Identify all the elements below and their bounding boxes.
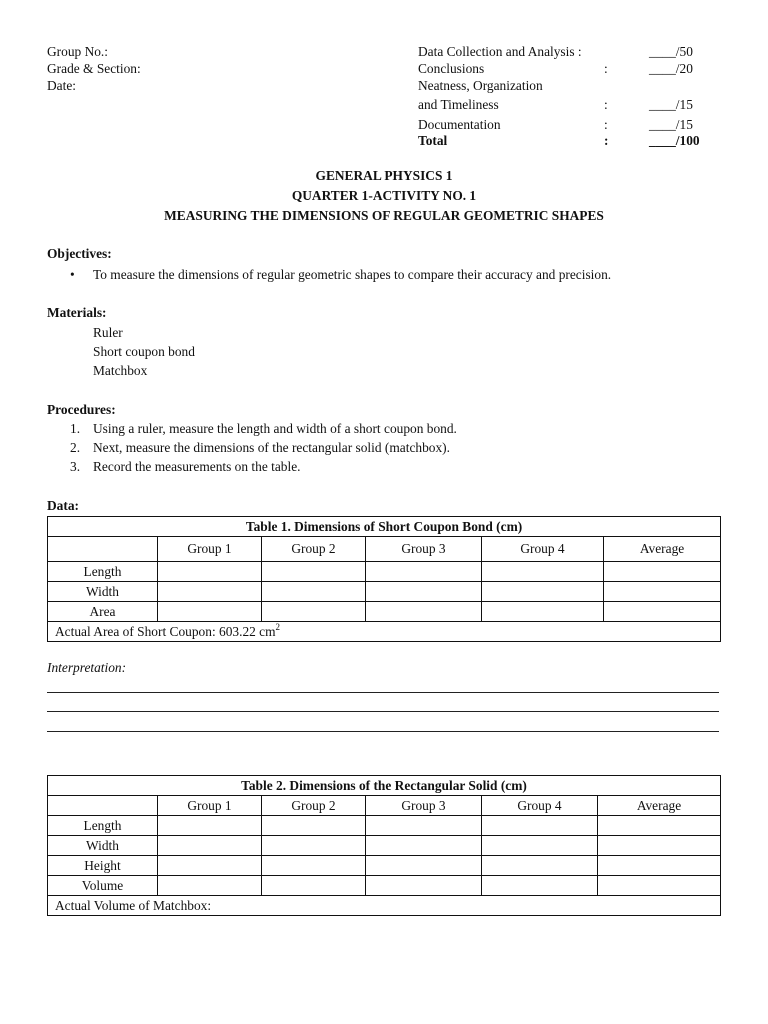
table-cell[interactable] xyxy=(158,836,262,856)
table-row xyxy=(48,876,721,896)
activity-subtitle: MEASURING THE DIMENSIONS OF REGULAR GEOMETRIC SHAPES xyxy=(164,208,604,223)
criteria-colon: : xyxy=(604,61,608,76)
row-label: Volume xyxy=(48,876,158,896)
table-header-cell: Group 2 xyxy=(262,537,366,562)
table-cell[interactable] xyxy=(482,816,598,836)
total-label: Total xyxy=(418,133,448,148)
table-cell[interactable] xyxy=(366,602,482,622)
table-header-cell xyxy=(48,796,158,816)
table-cell[interactable] xyxy=(482,582,604,602)
table-cell[interactable] xyxy=(158,562,262,582)
table-row xyxy=(48,602,721,622)
total-score: ____/100 xyxy=(649,133,700,148)
date-label: Date: xyxy=(47,78,76,93)
row-label: Length xyxy=(48,816,158,836)
table-cell[interactable] xyxy=(482,876,598,896)
table-cell[interactable] xyxy=(366,836,482,856)
criteria-score: ____/20 xyxy=(649,61,693,76)
table-cell[interactable] xyxy=(366,856,482,876)
row-label: Length xyxy=(48,562,158,582)
row-label: Width xyxy=(48,836,158,856)
materials-heading: Materials: xyxy=(47,305,107,320)
table-cell[interactable] xyxy=(482,602,604,622)
table-row xyxy=(48,836,721,856)
activity-title: QUARTER 1-ACTIVITY NO. 1 xyxy=(291,188,477,203)
table-cell[interactable] xyxy=(158,602,262,622)
answer-line[interactable] xyxy=(47,692,719,693)
table-row xyxy=(48,816,721,836)
row-label: Area xyxy=(48,602,158,622)
procedure-item: Record the measurements on the table. xyxy=(93,459,301,474)
table-cell[interactable] xyxy=(598,816,721,836)
table-title: Table 2. Dimensions of the Rectangular Solid (cm) xyxy=(48,776,721,796)
table-header-cell: Group 4 xyxy=(482,537,604,562)
table-header-cell: Group 2 xyxy=(262,796,366,816)
actual-area-text: Actual Area of Short Coupon: 603.22 cm xyxy=(55,623,276,639)
subject-title: GENERAL PHYSICS 1 xyxy=(315,168,453,183)
table-cell[interactable] xyxy=(598,876,721,896)
table-cell[interactable] xyxy=(262,856,366,876)
table-header-cell: Average xyxy=(598,796,721,816)
table-cell[interactable] xyxy=(366,562,482,582)
criteria-colon: : xyxy=(604,97,608,112)
table-cell[interactable] xyxy=(158,816,262,836)
table-cell[interactable] xyxy=(604,602,721,622)
table-header-cell: Group 3 xyxy=(366,537,482,562)
criteria-colon: : xyxy=(604,117,608,132)
grade-section-label: Grade & Section: xyxy=(47,61,141,76)
table-cell[interactable] xyxy=(598,836,721,856)
table-cell[interactable] xyxy=(262,562,366,582)
procedure-number: 3. xyxy=(70,459,81,474)
procedure-item: Next, measure the dimensions of the rectangular solid (matchbox). xyxy=(93,440,450,455)
table-cell[interactable] xyxy=(482,836,598,856)
table-row xyxy=(48,856,721,876)
table-footer xyxy=(48,622,721,642)
table-header-cell: Group 3 xyxy=(366,796,482,816)
table-cell[interactable] xyxy=(604,562,721,582)
table-row xyxy=(48,562,721,582)
criteria-label: Conclusions xyxy=(418,61,485,76)
group-no-label: Group No.: xyxy=(47,44,108,59)
table-cell[interactable] xyxy=(482,856,598,876)
table-coupon-bond xyxy=(47,516,721,642)
table-cell[interactable] xyxy=(262,582,366,602)
answer-line[interactable] xyxy=(47,711,719,712)
table-header-cell xyxy=(48,537,158,562)
procedure-number: 2. xyxy=(70,440,81,455)
table-cell[interactable] xyxy=(598,856,721,876)
answer-line[interactable] xyxy=(47,731,719,732)
table-header-cell: Group 4 xyxy=(482,796,598,816)
interpretation-label: Interpretation: xyxy=(47,660,127,675)
data-heading: Data: xyxy=(47,498,79,513)
table-cell[interactable] xyxy=(158,856,262,876)
procedures-heading: Procedures: xyxy=(47,402,116,417)
table-cell[interactable] xyxy=(482,562,604,582)
criteria-score: ____/50 xyxy=(649,44,693,59)
table-footer: Actual Volume of Matchbox: xyxy=(48,896,721,916)
criteria-label: and Timeliness xyxy=(418,97,499,112)
table-cell[interactable] xyxy=(158,582,262,602)
objective-item: To measure the dimensions of regular geometric shapes to compare their accuracy and precision. xyxy=(93,267,612,282)
bullet-icon: • xyxy=(70,267,75,282)
criteria-colon: : xyxy=(604,133,609,148)
table-header-cell: Group 1 xyxy=(158,537,262,562)
table-header-cell: Group 1 xyxy=(158,796,262,816)
material-item: Matchbox xyxy=(93,363,148,378)
criteria-label: Neatness, Organization xyxy=(418,78,543,93)
table-title: Table 1. Dimensions of Short Coupon Bond (cm) xyxy=(48,517,721,537)
table-cell[interactable] xyxy=(262,836,366,856)
criteria-score: ____/15 xyxy=(649,97,693,112)
superscript-exponent: 2 xyxy=(275,621,281,632)
material-item: Short coupon bond xyxy=(93,344,195,359)
table-cell[interactable] xyxy=(262,876,366,896)
table-cell[interactable] xyxy=(158,876,262,896)
table-header-cell: Average xyxy=(604,537,721,562)
criteria-label: Data Collection and Analysis : xyxy=(418,44,582,59)
table-cell[interactable] xyxy=(262,816,366,836)
table-cell[interactable] xyxy=(604,582,721,602)
material-item: Ruler xyxy=(93,325,123,340)
table-cell[interactable] xyxy=(262,602,366,622)
row-label: Height xyxy=(48,856,158,876)
table-cell[interactable] xyxy=(366,876,482,896)
procedure-item: Using a ruler, measure the length and width of a short coupon bond. xyxy=(93,421,457,436)
table-row xyxy=(48,582,721,602)
table-rectangular-solid xyxy=(47,775,721,916)
procedure-number: 1. xyxy=(70,421,81,436)
row-label: Width xyxy=(48,582,158,602)
table-cell[interactable] xyxy=(366,816,482,836)
criteria-score: ____/15 xyxy=(649,117,693,132)
criteria-label: Documentation xyxy=(418,117,501,132)
objectives-heading: Objectives: xyxy=(47,246,112,261)
table-cell[interactable] xyxy=(366,582,482,602)
